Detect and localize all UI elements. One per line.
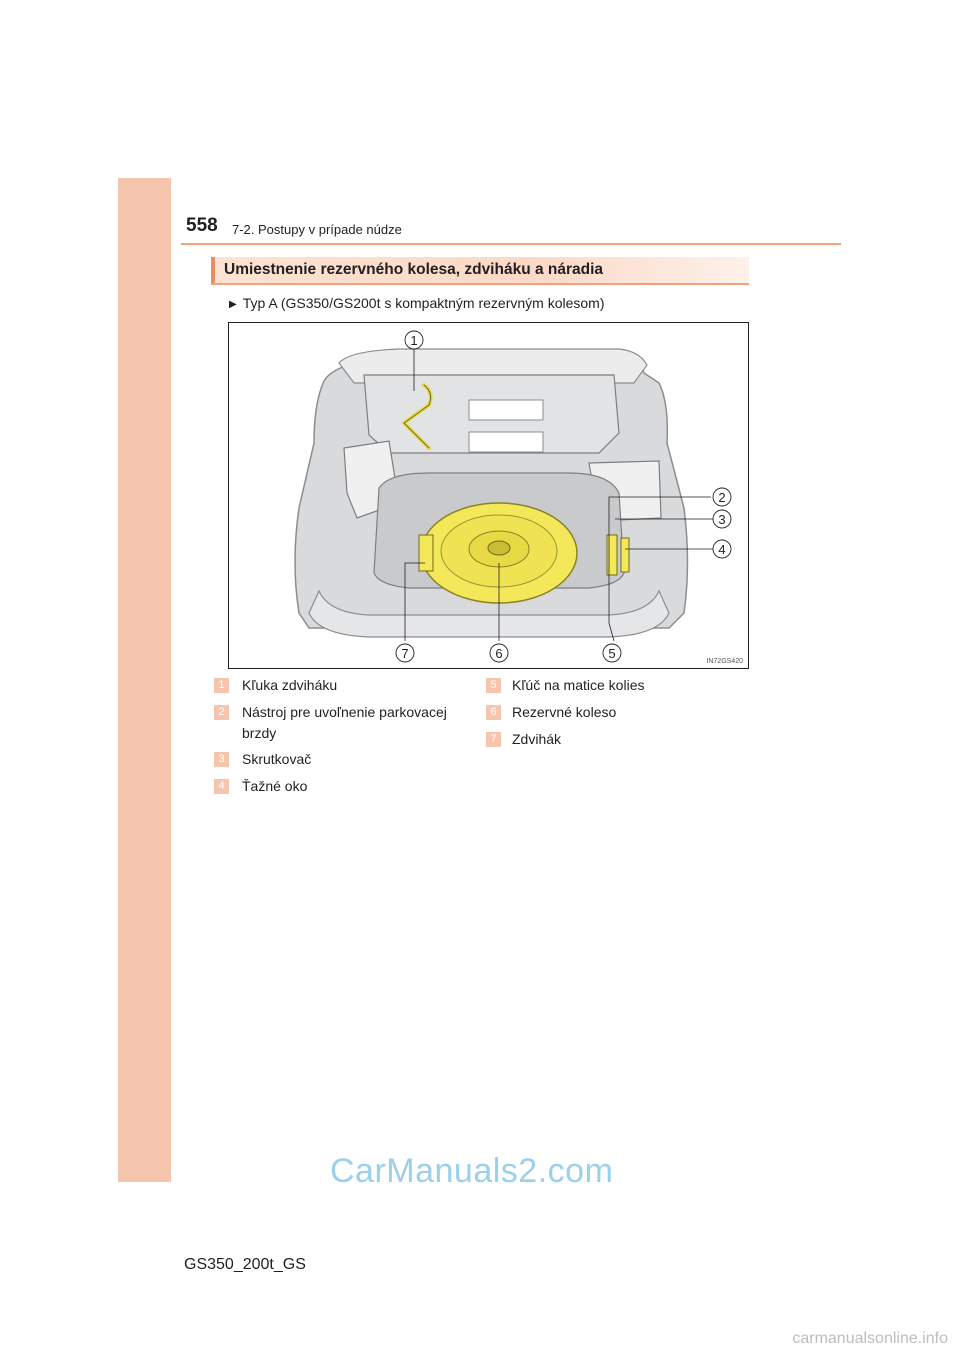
trunk-illustration	[228, 322, 749, 669]
footer-code: GS350_200t_GS	[184, 1256, 306, 1273]
legend-num-7: 7	[486, 732, 501, 747]
callout-4	[713, 540, 731, 558]
section-heading-text: Umiestnenie rezervného kolesa, zdviháku a náradia	[224, 261, 604, 278]
legend-label-5: Kľúč na matice kolies	[512, 677, 645, 693]
chapter-title: 7-2. Postupy v prípade núdze	[232, 222, 402, 237]
legend-num-5: 5	[486, 678, 501, 693]
callout-2	[713, 488, 731, 506]
svg-text:1: 1	[410, 333, 418, 348]
svg-text:4: 4	[718, 542, 726, 557]
callout-3	[713, 510, 731, 528]
callout-5	[603, 644, 621, 662]
chapter-side-tab	[118, 178, 171, 1182]
svg-text:6: 6	[495, 646, 503, 661]
watermark: CarManuals2.com	[330, 1152, 614, 1190]
legend-label-7: Zdvihák	[512, 731, 562, 747]
variant-bullet	[229, 295, 605, 311]
legend-label-4: Ťažné oko	[242, 778, 308, 794]
callout-1	[405, 331, 423, 349]
legend-num-2: 2	[214, 705, 229, 720]
legend-label-1: Kľuka zdviháku	[242, 677, 338, 693]
heading-accent	[211, 257, 215, 283]
page-number: 558	[186, 215, 218, 236]
legend-num-4: 4	[214, 779, 229, 794]
legend-num-3: 3	[214, 752, 229, 767]
figure-code: IN72GS420	[706, 658, 743, 665]
legend-label-2b: brzdy	[242, 725, 277, 741]
svg-text:2: 2	[718, 490, 726, 505]
callout-6	[490, 644, 508, 662]
bullet-arrow-icon: ▶	[229, 299, 237, 310]
legend-label-3: Skrutkovač	[242, 751, 312, 767]
header-rule	[181, 243, 841, 245]
legend-num-1: 1	[214, 678, 229, 693]
legend-num-6: 6	[486, 705, 501, 720]
svg-text:5: 5	[608, 646, 616, 661]
watermark-site: carmanualsonline.info	[792, 1330, 948, 1347]
section-heading	[211, 257, 749, 285]
svg-text:3: 3	[718, 512, 726, 527]
legend-label-6: Rezervné koleso	[512, 704, 617, 720]
callout-7	[396, 644, 414, 662]
variant-label: Typ A (GS350/GS200t s kompaktným rezervným kolesom)	[242, 295, 605, 311]
legend-label-2a: Nástroj pre uvoľnenie parkovacej	[242, 704, 447, 720]
svg-text:7: 7	[401, 646, 409, 661]
